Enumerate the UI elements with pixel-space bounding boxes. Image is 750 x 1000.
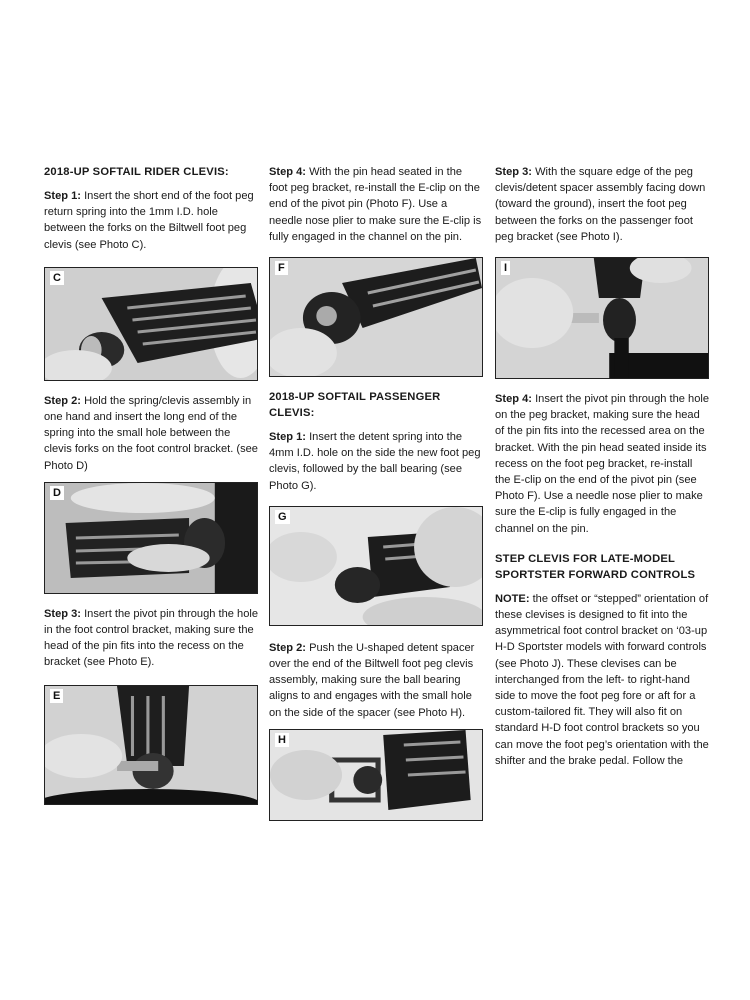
passenger-step-2: Step 2: Push the U-shaped detent spacer over the end of the Biltwell foot peg clevis assembly, making sure the ball bearing aligns to and engages with the small hole on the side of the spacer (see Photo H). bbox=[269, 641, 475, 719]
passenger-step-3: Step 3: With the square edge of the peg clevis/detent spacer assembly facing down (toward the ground), insert the foot peg between the forks on the passenger foot peg bracket (see Photo I). bbox=[495, 166, 706, 243]
photo-h-label: H bbox=[275, 733, 289, 747]
sportster-note: NOTE: the offset or “stepped” orientation of these clevises is designed to fit into the asymmetrical foot control bracket on ‘03-up H-D Sportster models with forward controls (see Photo J). These clevises can be interchanged from the left- to right-hand side to move the foot peg fore or aft for a custom-tailored fit. They will also fit on standard H-D foot control brackets so you can move the foot peg’s orientation with the shifter and the brake pedal. Follow the bbox=[495, 592, 709, 767]
rider-step-2: Step 2: Hold the spring/clevis assembly in one hand and insert the long end of the spring into the small hole between the clevis forks on the foot control bracket. (see Photo D) bbox=[44, 394, 258, 472]
column-1 bbox=[44, 164, 258, 805]
photo-f bbox=[269, 257, 483, 377]
photo-g bbox=[269, 506, 483, 626]
rider-step-4: Step 4: With the pin head seated in the foot peg bracket, re-install the E-clip on the end of the pivot pin (Photo F). Use a needle nose plier to make sure the E-clip is fully engaged in the channel on the pin. bbox=[269, 166, 482, 243]
rider-clevis-heading: 2018-UP SOFTAIL RIDER CLEVIS: bbox=[44, 166, 229, 178]
column-2 bbox=[269, 164, 483, 821]
photo-e bbox=[44, 685, 258, 805]
passenger-step-4: Step 4: Insert the pivot pin through the hole on the peg bracket, making sure the head of the pin fits into the recessed area on the bracket. With the pin head seated inside its recess on the foot peg bracket, re-install the E-clip on the end of the pivot pin (see Photo F). Use a needle nose plier to make sure the E-clip is fully engaged in the channel on the pin. bbox=[495, 393, 710, 535]
photo-i-label: I bbox=[501, 261, 510, 275]
column-3 bbox=[495, 164, 709, 769]
photo-g-label: G bbox=[275, 510, 290, 524]
sportster-clevis-heading: STEP CLEVIS FOR LATE-MODEL SPORTSTER FORWARD CONTROLS bbox=[495, 552, 696, 581]
photo-d bbox=[44, 482, 258, 594]
rider-step-3: Step 3: Insert the pivot pin through the hole in the foot control bracket, making sure the head of the pin fits into the recess on the bracket (see Photo E). bbox=[44, 607, 259, 669]
photo-e-label: E bbox=[50, 689, 63, 703]
photo-f-label: F bbox=[275, 261, 288, 275]
photo-d-label: D bbox=[50, 486, 64, 500]
passenger-step-1: Step 1: Insert the detent spring into the 4mm I.D. hole on the side the new foot peg clevis, followed by the ball bearing (see Photo G). bbox=[269, 431, 481, 492]
photo-c-label: C bbox=[50, 271, 64, 285]
rider-step-1: Step 1: Insert the short end of the foot peg return spring into the 1mm I.D. hole between the forks on the Biltwell foot peg clevis (see Photo C). bbox=[44, 190, 254, 251]
photo-i bbox=[495, 257, 709, 379]
passenger-clevis-heading: 2018-UP SOFTAIL PASSENGER CLEVIS: bbox=[269, 391, 441, 420]
photo-c bbox=[44, 267, 258, 381]
photo-h bbox=[269, 729, 483, 821]
